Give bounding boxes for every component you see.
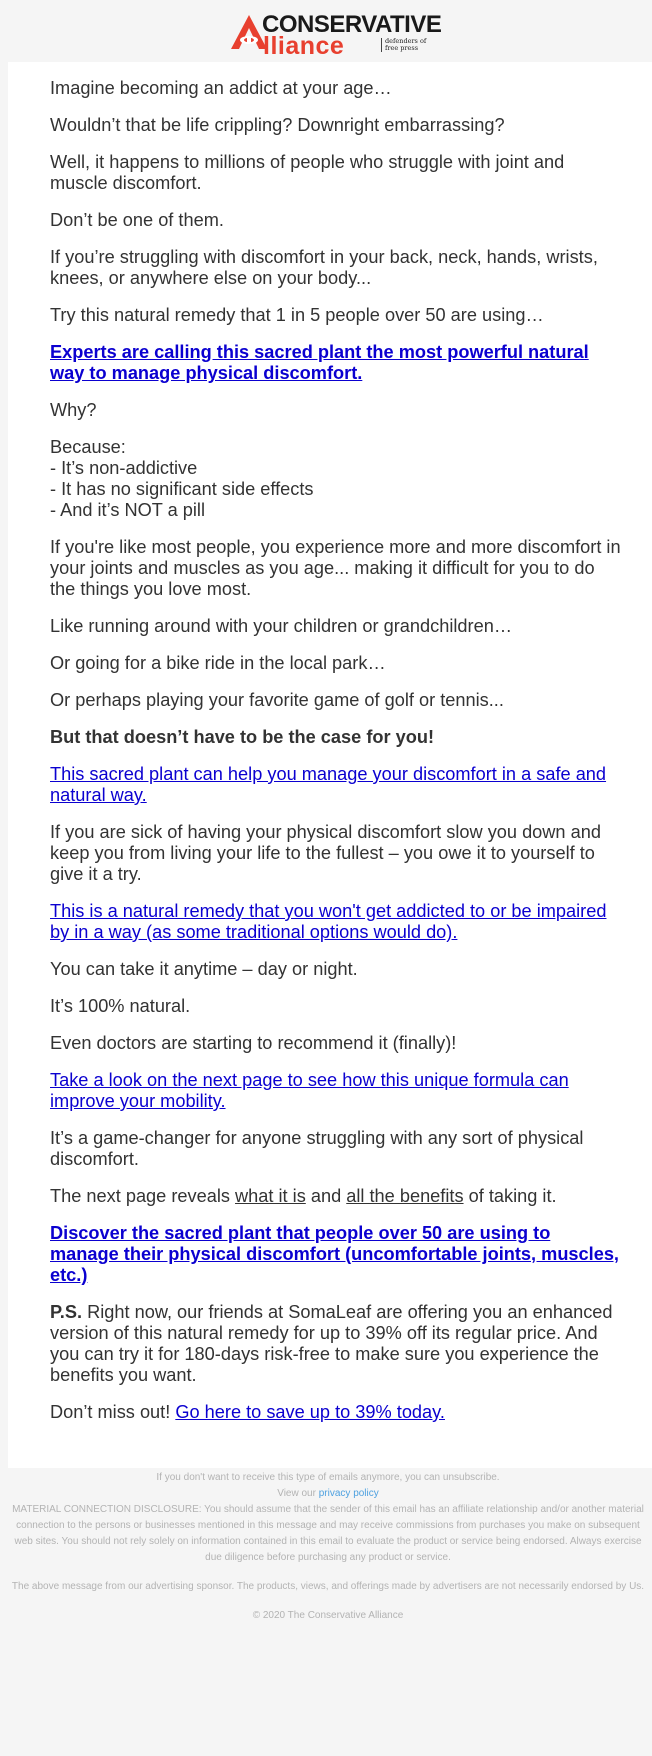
- paragraph: Don’t be one of them.: [50, 210, 224, 230]
- next-page-mobility-link[interactable]: Take a look on the next page to see how this unique formula can improve your mobility.: [50, 1070, 569, 1111]
- sponsor-text: The above message from our advertising sponsor. The products, views, and offerings made by advertisers are not necessarily endorsed by Us.: [11, 1581, 645, 1592]
- because-list: [50, 437, 622, 521]
- discover-sacred-plant-link[interactable]: Discover the sacred plant that people over 50 are using to manage their physical discomfort (uncomfortable joints, muscles, etc.): [50, 1223, 619, 1285]
- natural-remedy-link[interactable]: This is a natural remedy that you won't get addicted to or be impaired by in a way (as some traditional options would do).: [50, 901, 607, 942]
- final-text: Don’t miss out!: [50, 1402, 176, 1422]
- list-item: - It’s non-addictive: [50, 458, 198, 478]
- paragraph: Wouldn’t that be life crippling? Downright embarrassing?: [50, 115, 505, 135]
- next-page-paragraph: [50, 1186, 622, 1207]
- paragraph: It’s 100% natural.: [50, 996, 191, 1016]
- paragraph: If you're like most people, you experience more and more discomfort in your joints and muscles as you age... making it difficult for you to do the things you love most.: [50, 537, 621, 599]
- email-body-card: [8, 62, 652, 1468]
- paragraph: If you’re struggling with discomfort in your back, neck, hands, wrists, knees, or anywhere else on your body...: [50, 247, 598, 288]
- email-content: [50, 78, 622, 1439]
- underlined-text: all the benefits: [346, 1186, 464, 1206]
- paragraph: Even doctors are starting to recommend it (finally)!: [50, 1033, 457, 1053]
- link-paragraph: [50, 764, 622, 806]
- unsubscribe-text: If you don't want to receive this type of emails anymore, you can unsubscribe.: [156, 1472, 500, 1483]
- logo-brand-bottom: lliance: [263, 32, 345, 60]
- email-header: [0, 0, 652, 62]
- logo-tagline: defenders of free press: [381, 38, 427, 52]
- link-paragraph: [50, 342, 622, 384]
- logo-brand-top: CONSERVATIVE: [262, 11, 442, 38]
- spacer: [10, 1566, 646, 1579]
- view-our-text: View our: [277, 1488, 319, 1499]
- text-segment: and: [305, 1186, 347, 1206]
- email-footer: [10, 1470, 646, 1624]
- bold-paragraph: [50, 727, 622, 748]
- final-paragraph: [50, 1402, 622, 1423]
- disclosure-text: MATERIAL CONNECTION DISCLOSURE: You should assume that the sender of this email has an affiliate relationship and/or another material connection to the persons or businesses mentioned in this message and may receive commissions from purchases you make on subsequent web sites. You should not rely solely on information contained in this email to evaluate the product or service being endorsed. Always exercise due diligence before purchasing any product or service.: [12, 1504, 644, 1563]
- ps-text: Right now, our friends at SomaLeaf are offering you an enhanced version of this natural remedy for up to 39% off its regular price. And you can try it for 180-days risk-free to make sure you experience the benefits you want.: [50, 1302, 613, 1385]
- paragraph: Or perhaps playing your favorite game of golf or tennis...: [50, 690, 504, 710]
- ps-label: P.S.: [50, 1302, 83, 1322]
- privacy-policy-link[interactable]: privacy policy: [318, 1488, 379, 1499]
- paragraph: Well, it happens to millions of people who struggle with joint and muscle discomfort.: [50, 152, 565, 193]
- paragraph: If you are sick of having your physical discomfort slow you down and keep you from living your life to the fullest – you owe it to yourself to give it a try.: [50, 822, 601, 884]
- link-paragraph: [50, 901, 622, 943]
- spacer: [10, 1595, 646, 1608]
- privacy-line: [10, 1486, 646, 1502]
- paragraph: Why?: [50, 400, 97, 420]
- paragraph: It’s a game-changer for anyone struggling with any sort of physical discomfort.: [50, 1128, 584, 1169]
- safe-natural-way-link[interactable]: This sacred plant can help you manage your discomfort in a safe and natural way.: [50, 764, 607, 805]
- bold-statement: But that doesn’t have to be the case for you!: [50, 727, 435, 747]
- save-39-link[interactable]: Go here to save up to 39% today.: [175, 1402, 445, 1422]
- paragraph: Like running around with your children or grandchildren…: [50, 616, 513, 636]
- paragraph: Or going for a bike ride in the local park…: [50, 653, 386, 673]
- text-segment: The next page reveals: [50, 1186, 236, 1206]
- link-paragraph: [50, 1223, 622, 1286]
- list-item: - It has no significant side effects: [50, 479, 314, 499]
- ps-paragraph: [50, 1302, 622, 1386]
- text-segment: of taking it.: [463, 1186, 557, 1206]
- paragraph: You can take it anytime – day or night.: [50, 959, 358, 979]
- copyright-text: © 2020 The Conservative Alliance: [252, 1610, 404, 1621]
- because-label: Because:: [50, 437, 126, 457]
- paragraph: Imagine becoming an addict at your age…: [50, 78, 392, 98]
- paragraph: Try this natural remedy that 1 in 5 people over 50 are using…: [50, 305, 544, 325]
- link-paragraph: [50, 1070, 622, 1112]
- underlined-text: what it is: [235, 1186, 306, 1206]
- conservative-alliance-logo[interactable]: [229, 11, 442, 60]
- experts-sacred-plant-link[interactable]: Experts are calling this sacred plant the most powerful natural way to manage physical discomfort.: [50, 342, 589, 383]
- list-item: - And it’s NOT a pill: [50, 500, 205, 520]
